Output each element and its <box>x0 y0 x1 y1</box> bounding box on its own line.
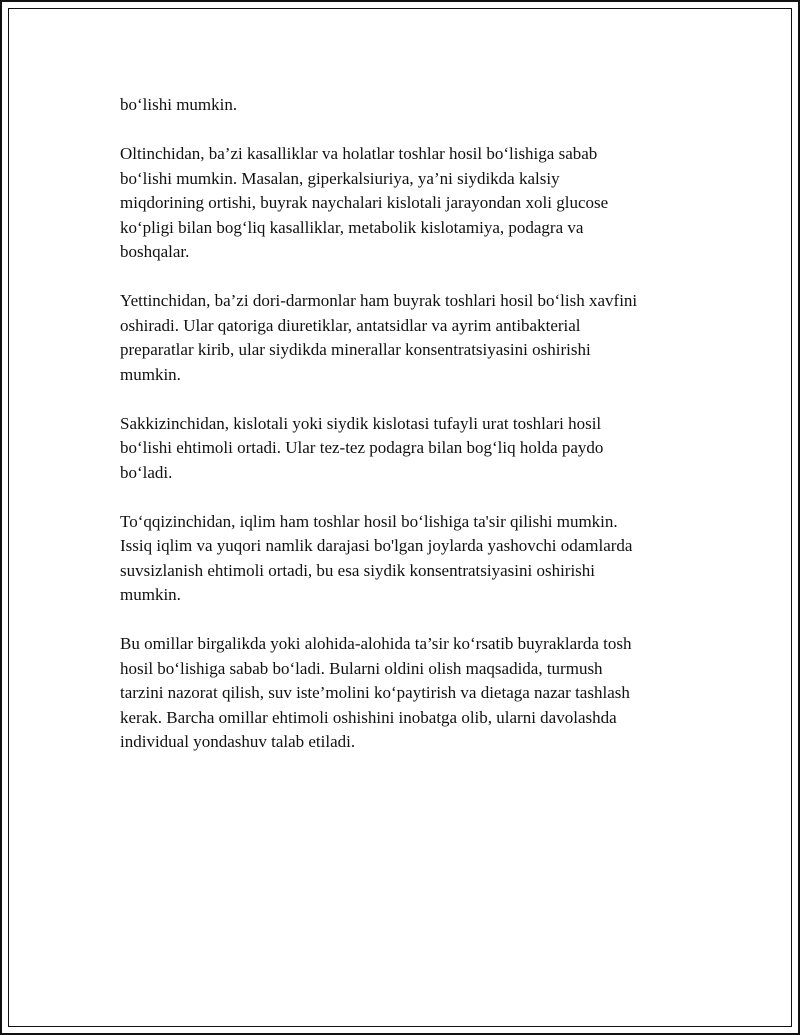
paragraph: Bu omillar birgalikda yoki alohida-alohida ta’sir ko‘rsatib buyraklarda tosh hosil bo‘lishiga sabab bo‘ladi. Bularni oldini olish maqsadida, turmush tarzini nazorat qilish, suv iste’molini ko‘paytirish va dietaga nazar tashlash kerak. Barcha omillar ehtimoli oshishini inobatga olib, ularni davolashda individual yondashuv talab etiladi. <box>120 634 632 751</box>
paragraph: To‘qqizinchidan, iqlim ham toshlar hosil bo‘lishiga ta'sir qilishi mumkin. Issiq iqlim va yuqori namlik darajasi bo'lgan joylarda yashovchi odamlarda suvsizlanish ehtimoli ortadi, bu esa siydik konsentratsiyasini oshirishi mumkin. <box>120 511 633 604</box>
document-body <box>120 93 690 755</box>
paragraph: Oltinchidan, ba’zi kasalliklar va holatlar toshlar hosil bo‘lishiga sabab bo‘lishi mumkin. Masalan, giperkalsiuriya, ya’ni siydikda kalsiy miqdorining ortishi, buyrak naychalari kislotali jarayondan xoli glucose ko‘pligi bilan bog‘liq kasalliklar, metabolik kislotamiya, podagra va boshqalar. <box>120 144 609 261</box>
paragraph: bo‘lishi mumkin. <box>120 95 238 114</box>
paragraph: Sakkizinchidan, kislotali yoki siydik kislotasi tufayli urat toshlari hosil bo‘lishi ehtimoli ortadi. Ular tez-tez podagra bilan bog‘liq holda paydo bo‘ladi. <box>120 413 604 482</box>
paragraph: Yettinchidan, ba’zi dori-darmonlar ham buyrak toshlari hosil bo‘lish xavfini oshiradi. Ular qatoriga diuretiklar, antatsidlar va ayrim antibakterial preparatlar kirib, ular siydikda minerallar konsentratsiyasini oshirishi mumkin. <box>120 291 638 384</box>
